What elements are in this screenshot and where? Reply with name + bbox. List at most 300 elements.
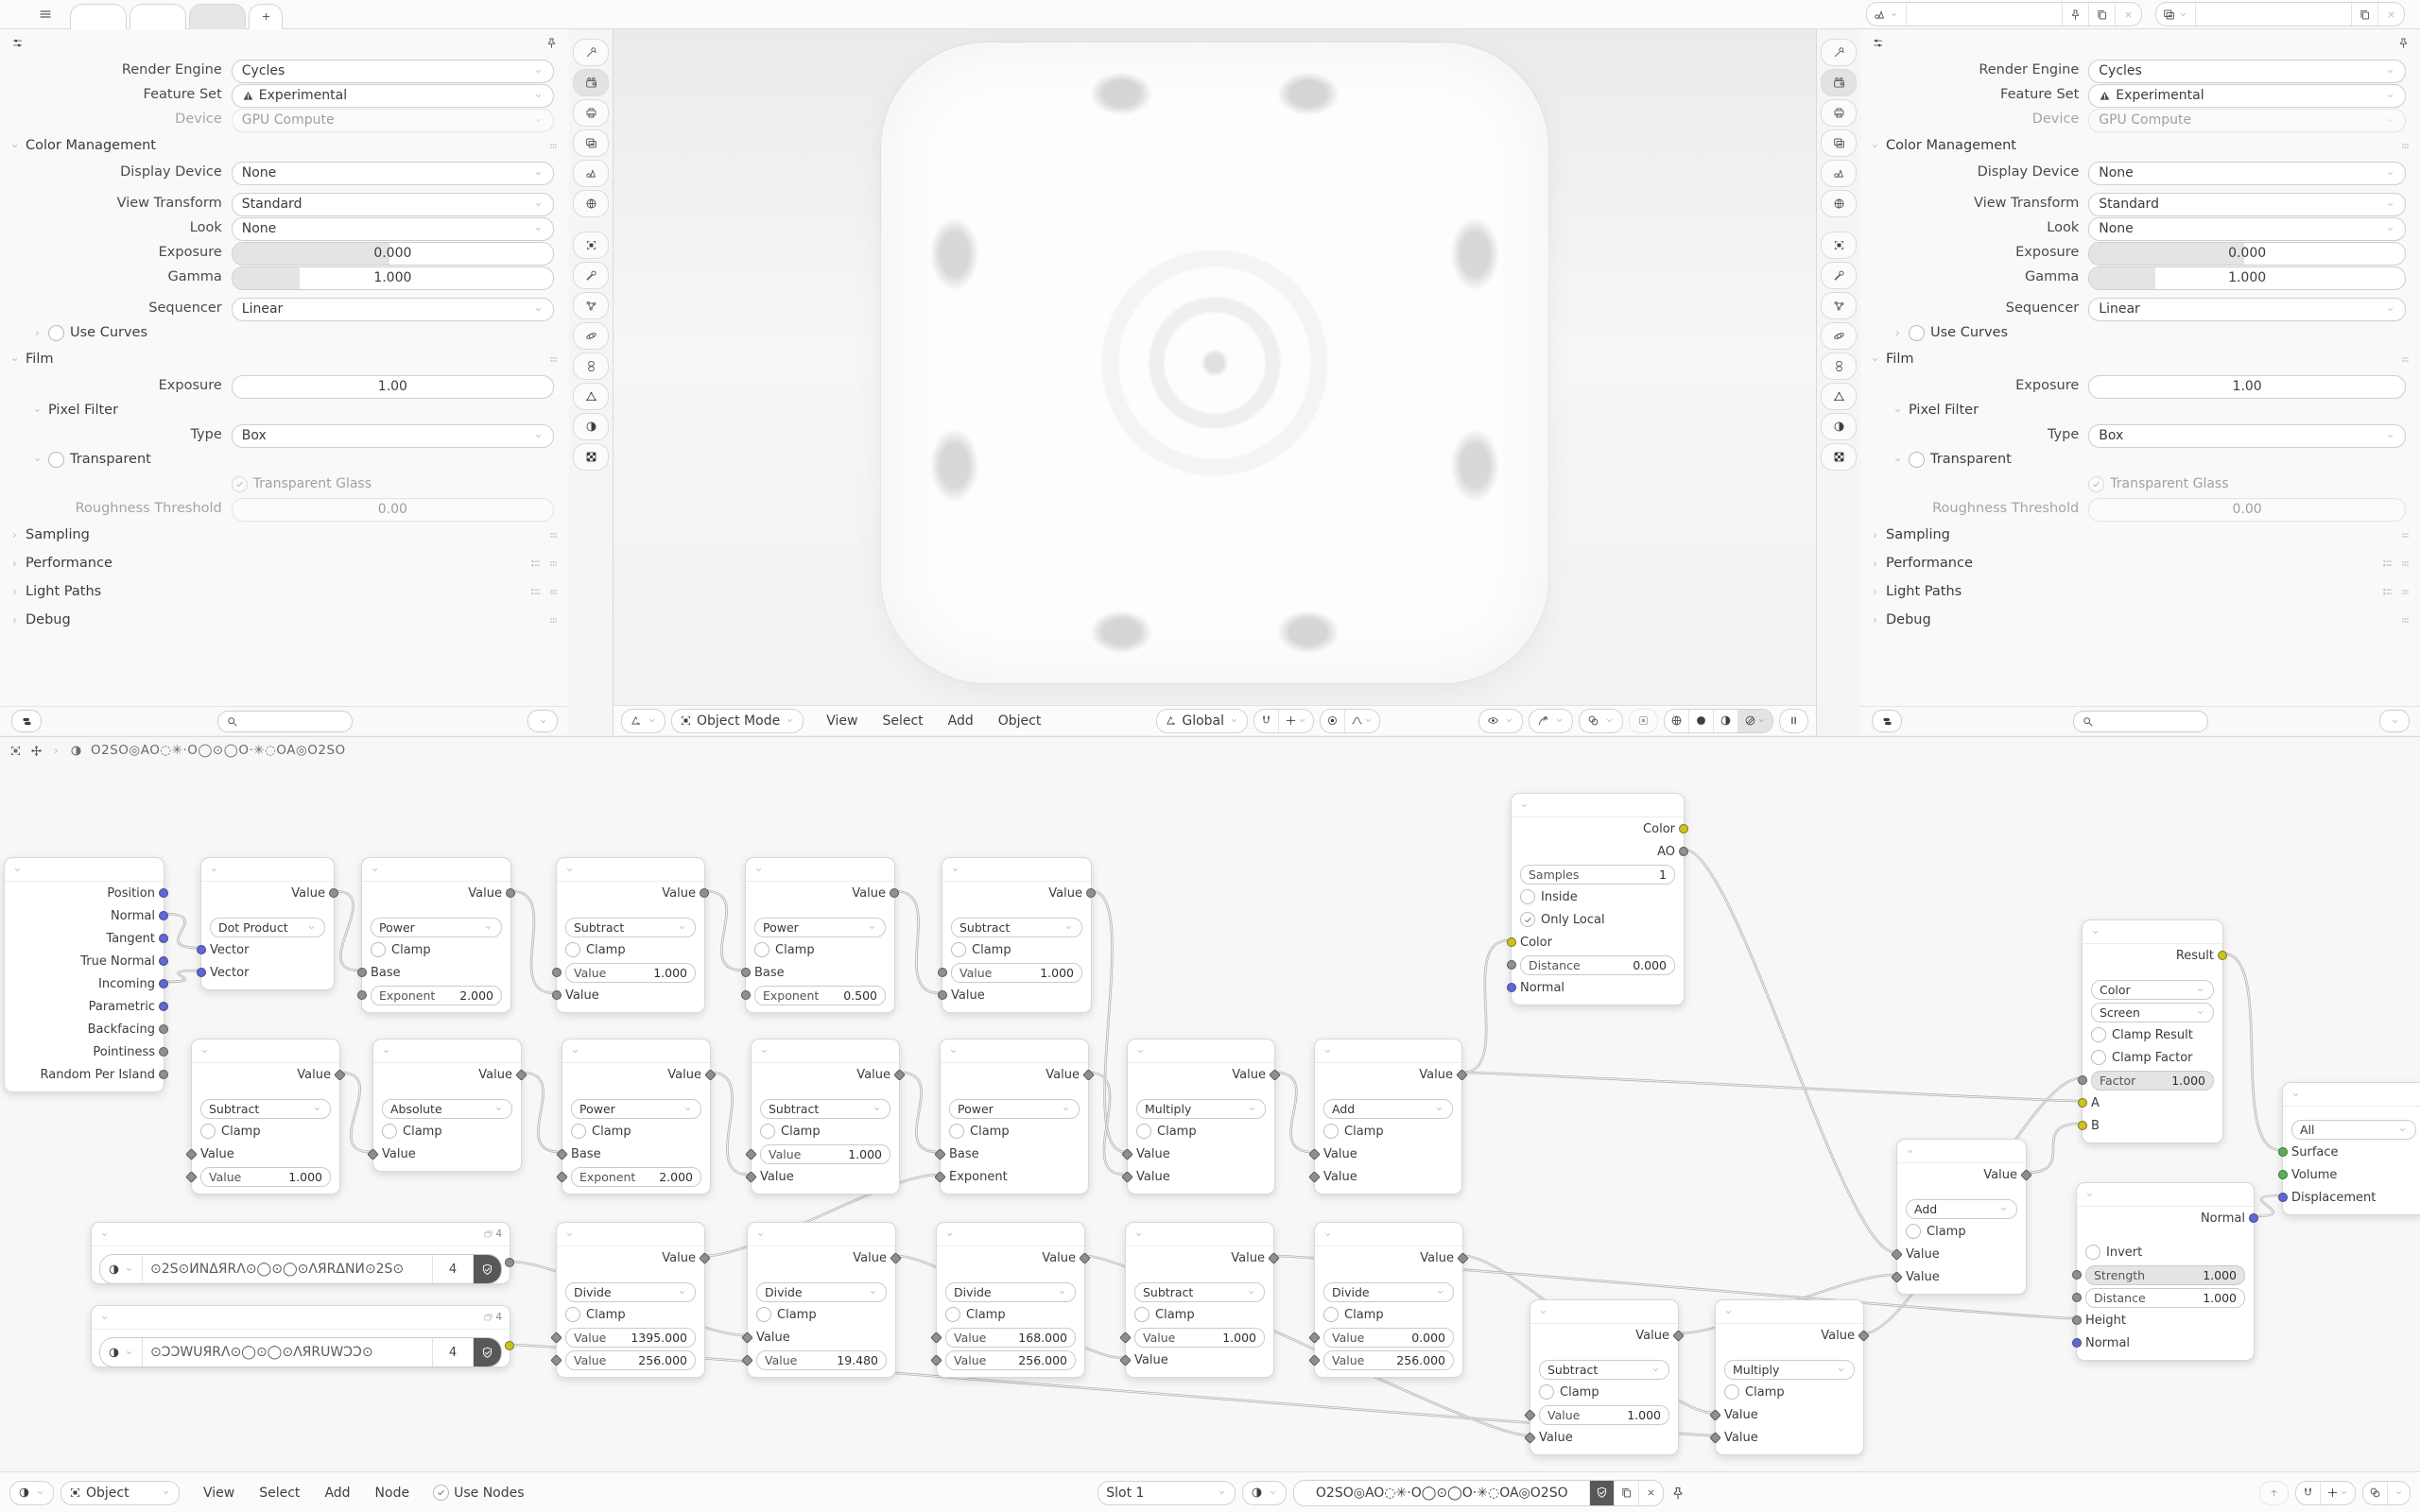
node-n3[interactable] — [361, 857, 511, 1013]
node-header[interactable] — [2077, 1183, 2254, 1207]
properties-tab-output[interactable] — [573, 99, 609, 127]
menu-select[interactable]: Select — [882, 713, 924, 729]
value-field[interactable] — [754, 986, 886, 1005]
value-field[interactable] — [200, 1167, 331, 1187]
node-operation-dropdown[interactable] — [756, 1282, 887, 1302]
node-t1[interactable] — [91, 1222, 510, 1284]
node-mo[interactable] — [2282, 1082, 2420, 1215]
value-slider[interactable] — [2088, 242, 2406, 266]
material-datablock[interactable] — [1293, 1480, 1664, 1506]
input-socket[interactable] — [2072, 1338, 2082, 1348]
node-header[interactable] — [1716, 1300, 1863, 1324]
node-checkbox[interactable] — [2085, 1245, 2100, 1260]
fake-user-shield-icon[interactable] — [1596, 1486, 1608, 1499]
node-checkbox[interactable] — [2091, 1050, 2106, 1065]
node-checkbox[interactable] — [1323, 1124, 1339, 1139]
node-m1[interactable] — [1715, 1299, 1864, 1455]
pin-icon[interactable] — [545, 37, 558, 49]
properties-tab-render[interactable] — [573, 69, 609, 96]
datablock-row[interactable] — [99, 1254, 502, 1284]
node-header[interactable] — [1530, 1300, 1678, 1324]
section-debug[interactable] — [0, 606, 569, 634]
pause-render-button[interactable] — [1779, 709, 1808, 733]
menu-view[interactable]: View — [203, 1485, 235, 1501]
checkbox[interactable] — [1909, 325, 1925, 341]
node-checkbox[interactable] — [2091, 1027, 2106, 1042]
properties-tab-physics[interactable] — [573, 322, 609, 350]
node-header[interactable] — [752, 1040, 899, 1063]
value-field[interactable] — [760, 1144, 890, 1164]
node-header[interactable] — [557, 1223, 704, 1246]
input-socket[interactable] — [552, 990, 562, 1000]
shader-type-dropdown[interactable] — [60, 1481, 180, 1505]
options-button[interactable] — [527, 710, 558, 732]
node-n5[interactable] — [745, 857, 895, 1013]
node-operation-dropdown[interactable] — [2291, 1120, 2416, 1140]
node-header[interactable] — [1128, 1040, 1274, 1063]
menu-add[interactable]: Add — [947, 713, 974, 729]
close-icon[interactable] — [1645, 1486, 1657, 1499]
node-operation-dropdown[interactable] — [1724, 1360, 1855, 1380]
node-header[interactable] — [942, 858, 1091, 882]
node-checkbox[interactable] — [756, 1307, 771, 1322]
node-header[interactable] — [201, 858, 334, 882]
node-socket[interactable] — [505, 1341, 514, 1350]
node-d3[interactable] — [936, 1222, 1085, 1378]
node-n10[interactable] — [751, 1039, 900, 1194]
input-socket[interactable] — [741, 990, 751, 1000]
value-slider[interactable] — [232, 242, 554, 266]
properties-tab-view-layer[interactable] — [1821, 129, 1857, 157]
overlays-dropdown[interactable] — [1579, 709, 1623, 733]
mode-dropdown[interactable] — [671, 709, 804, 733]
fake-user-toggle[interactable] — [474, 1255, 501, 1283]
node-n4[interactable] — [556, 857, 705, 1013]
node-checkbox[interactable] — [1134, 1307, 1150, 1322]
node-checkbox[interactable] — [1520, 889, 1535, 904]
output-socket[interactable] — [159, 934, 168, 943]
copy-icon[interactable] — [2359, 9, 2371, 21]
node-header[interactable] — [748, 1223, 895, 1246]
menu-node[interactable]: Node — [374, 1485, 410, 1501]
scene-name-field[interactable] — [1907, 3, 2063, 26]
output-socket[interactable] — [1086, 888, 1096, 898]
properties-tab-object-data[interactable] — [573, 383, 609, 410]
node-header[interactable] — [92, 1306, 510, 1330]
node-overlays-controls[interactable] — [2362, 1481, 2411, 1505]
menu-add[interactable]: Add — [324, 1485, 351, 1501]
node-d1[interactable] — [556, 1222, 705, 1378]
properties-tab-object[interactable] — [1821, 232, 1857, 259]
dropdown[interactable] — [232, 298, 554, 321]
section-color-management[interactable] — [1860, 131, 2420, 160]
proportional-editing-controls[interactable] — [1320, 709, 1380, 733]
shader-editor-type-button[interactable] — [9, 1481, 54, 1505]
node-operation-dropdown[interactable] — [200, 1099, 331, 1119]
node-n11[interactable] — [940, 1039, 1089, 1194]
output-socket[interactable] — [890, 888, 899, 898]
value-field[interactable] — [1520, 865, 1675, 885]
value-slider[interactable] — [2088, 498, 2406, 522]
section-light-paths[interactable] — [1860, 577, 2420, 606]
node-header[interactable] — [1126, 1223, 1273, 1246]
node-bp[interactable] — [2076, 1182, 2255, 1361]
properties-tab-scene[interactable] — [1821, 160, 1857, 187]
properties-tab-tool[interactable] — [573, 39, 609, 66]
transform-orientation-dropdown[interactable] — [1156, 709, 1248, 733]
node-operation-dropdown[interactable] — [760, 1099, 890, 1119]
node-operation-dropdown[interactable] — [565, 918, 696, 937]
node-checkbox[interactable] — [951, 942, 966, 957]
dropdown[interactable] — [2088, 84, 2406, 108]
node-checkbox[interactable] — [760, 1124, 775, 1139]
use-nodes-checkbox[interactable]: Use Nodes — [433, 1485, 524, 1501]
options-button[interactable] — [2379, 710, 2410, 732]
node-s1[interactable] — [1125, 1222, 1274, 1378]
node-t2[interactable] — [91, 1305, 510, 1367]
input-socket[interactable] — [1507, 960, 1516, 970]
section-debug[interactable] — [1860, 606, 2420, 634]
output-socket[interactable] — [159, 888, 168, 898]
datablock-name-field[interactable]: ⊙2S⊙ИNΔЯRΛ⊙◯⊙◯⊙ΛЯRΔNИ⊙2S⊙ — [143, 1255, 433, 1283]
value-field[interactable] — [945, 1328, 1076, 1348]
input-socket[interactable] — [552, 968, 562, 977]
dropdown[interactable] — [2088, 217, 2406, 241]
value-field[interactable] — [571, 1167, 701, 1187]
properties-tab-material[interactable] — [573, 413, 609, 440]
node-operation-dropdown[interactable] — [949, 1099, 1080, 1119]
properties-tab-world[interactable] — [1821, 190, 1857, 217]
input-socket[interactable] — [1507, 937, 1516, 947]
dropdown[interactable] — [2088, 60, 2406, 83]
datablock-row[interactable] — [99, 1337, 502, 1367]
checkbox[interactable] — [232, 476, 248, 492]
section-performance[interactable] — [1860, 549, 2420, 577]
node-header[interactable] — [92, 1223, 510, 1246]
dropdown[interactable] — [232, 109, 554, 132]
add-workspace-button[interactable] — [249, 4, 283, 29]
properties-tab-view-layer[interactable] — [573, 129, 609, 157]
shading-mode-switch[interactable] — [1664, 709, 1773, 733]
output-socket[interactable] — [159, 979, 168, 988]
value-slider[interactable] — [232, 266, 554, 290]
node-checkbox[interactable] — [1323, 1307, 1339, 1322]
value-field[interactable] — [945, 1350, 1076, 1370]
properties-tab-render[interactable] — [1821, 69, 1857, 96]
xray-toggle[interactable] — [1629, 709, 1658, 733]
input-socket[interactable] — [2072, 1315, 2082, 1325]
input-socket[interactable] — [2078, 1121, 2087, 1130]
node-header[interactable] — [5, 858, 164, 882]
menu-object[interactable]: Object — [997, 713, 1042, 729]
display-filter-button[interactable] — [1872, 710, 1902, 732]
properties-tab-texture[interactable] — [1821, 443, 1857, 471]
node-operation-dropdown[interactable] — [210, 918, 325, 937]
node-header[interactable] — [2083, 920, 2222, 944]
scene-selector[interactable] — [1866, 2, 2142, 26]
properties-tab-material[interactable] — [1821, 413, 1857, 440]
node-n7[interactable] — [191, 1039, 340, 1194]
value-field[interactable] — [1134, 1328, 1265, 1348]
dropdown[interactable] — [2088, 109, 2406, 132]
output-socket[interactable] — [159, 1070, 168, 1079]
material-browse-button[interactable] — [1242, 1481, 1287, 1505]
material-name-field[interactable]: O2SO◎AO◌✳·O◯⊙◯O·✳◌OA◎O2SO — [1294, 1481, 1590, 1505]
shading-rendered-icon[interactable] — [1744, 714, 1756, 727]
input-socket[interactable] — [741, 968, 751, 977]
properties-tab-texture[interactable] — [573, 443, 609, 471]
node-snapping-controls[interactable] — [2295, 1481, 2356, 1505]
section-sampling[interactable] — [0, 521, 569, 549]
dropdown[interactable] — [2088, 424, 2406, 448]
parent-node-tree-button[interactable] — [2259, 1481, 2289, 1505]
node-d4[interactable] — [1314, 1222, 1463, 1378]
section-film[interactable] — [0, 345, 569, 373]
value-field[interactable] — [565, 963, 696, 983]
output-socket[interactable] — [159, 1024, 168, 1034]
node-ao[interactable] — [1511, 793, 1685, 1005]
value-field[interactable] — [756, 1350, 887, 1370]
properties-tab-particles[interactable] — [573, 292, 609, 319]
node-checkbox[interactable] — [1906, 1224, 1921, 1239]
workspace-tab[interactable] — [189, 4, 246, 29]
value-slider[interactable] — [232, 375, 554, 399]
output-socket[interactable] — [700, 888, 709, 898]
value-field[interactable] — [565, 1350, 696, 1370]
checkbox[interactable] — [2088, 476, 2104, 492]
checkbox[interactable] — [48, 452, 64, 468]
view-layer-selector[interactable] — [2155, 2, 2405, 26]
search-input[interactable] — [217, 711, 353, 732]
value-field[interactable] — [2085, 1265, 2245, 1285]
properties-tab-tool[interactable] — [1821, 39, 1857, 66]
dropdown[interactable] — [232, 193, 554, 216]
section-pixel-filter[interactable] — [0, 398, 569, 422]
properties-tab-constraints[interactable] — [573, 352, 609, 380]
node-n8[interactable] — [372, 1039, 522, 1172]
value-field[interactable] — [565, 1328, 696, 1348]
pin-icon[interactable] — [1670, 1486, 1685, 1501]
node-operation-dropdown[interactable] — [2091, 980, 2214, 1000]
dropdown[interactable] — [232, 424, 554, 448]
checkbox[interactable] — [1909, 452, 1925, 468]
node-n2[interactable] — [200, 857, 335, 990]
properties-tab-world[interactable] — [573, 190, 609, 217]
shading-material-icon[interactable] — [1720, 714, 1732, 727]
node-checkbox[interactable] — [949, 1124, 964, 1139]
material-icon-dropdown[interactable] — [100, 1338, 143, 1366]
input-socket[interactable] — [2078, 1098, 2087, 1108]
input-socket[interactable] — [1507, 983, 1516, 992]
node-checkbox[interactable] — [754, 942, 769, 957]
node-header[interactable] — [746, 858, 894, 882]
node-operation-dropdown[interactable] — [2091, 1003, 2214, 1022]
pin-icon[interactable] — [2397, 37, 2410, 49]
visibility-dropdown[interactable] — [1478, 709, 1523, 733]
node-header[interactable] — [373, 1040, 521, 1063]
value-field[interactable] — [1520, 955, 1675, 975]
input-socket[interactable] — [357, 990, 367, 1000]
node-checkbox[interactable] — [1520, 912, 1535, 927]
checkbox[interactable] — [48, 325, 64, 341]
input-socket[interactable] — [2078, 1075, 2087, 1085]
workspace-tab[interactable] — [130, 4, 186, 29]
value-field[interactable] — [2091, 1071, 2214, 1091]
section-transparent[interactable] — [0, 447, 569, 472]
node-checkbox[interactable] — [565, 1307, 580, 1322]
value-slider[interactable] — [2088, 266, 2406, 290]
workspace-tab[interactable] — [70, 4, 127, 29]
value-field[interactable] — [951, 963, 1082, 983]
node-header[interactable] — [937, 1223, 1084, 1246]
input-socket[interactable] — [938, 968, 947, 977]
node-checkbox[interactable] — [371, 942, 386, 957]
node-header[interactable] — [1315, 1040, 1461, 1063]
datablock-name-field[interactable]: ⊙ƆƆWUЯRΛ⊙◯⊙◯⊙ΛЯRUWƆƆ⊙ — [143, 1338, 433, 1366]
properties-tab-object[interactable] — [573, 232, 609, 259]
input-socket[interactable] — [2072, 1293, 2082, 1302]
value-field[interactable] — [1539, 1405, 1669, 1425]
node-header[interactable] — [1315, 1223, 1462, 1246]
output-socket[interactable] — [159, 956, 168, 966]
node-operation-dropdown[interactable] — [1323, 1282, 1454, 1302]
dropdown[interactable] — [232, 162, 554, 185]
snapping-controls[interactable] — [1253, 709, 1314, 733]
properties-tab-particles[interactable] — [1821, 292, 1857, 319]
menu-select[interactable]: Select — [259, 1485, 301, 1501]
node-checkbox[interactable] — [200, 1124, 216, 1139]
node-operation-dropdown[interactable] — [371, 918, 502, 937]
section-sampling[interactable] — [1860, 521, 2420, 549]
output-socket[interactable] — [506, 888, 515, 898]
node-operation-dropdown[interactable] — [1323, 1099, 1453, 1119]
input-socket[interactable] — [197, 968, 206, 977]
search-input[interactable] — [2073, 711, 2208, 732]
node-checkbox[interactable] — [382, 1124, 397, 1139]
gizmos-dropdown[interactable] — [1529, 709, 1573, 733]
node-mx[interactable] — [2082, 919, 2223, 1143]
output-socket[interactable] — [2218, 951, 2227, 960]
properties-tab-scene[interactable] — [573, 160, 609, 187]
value-field[interactable] — [1323, 1350, 1454, 1370]
node-n12[interactable] — [1127, 1039, 1275, 1194]
node-checkbox[interactable] — [1724, 1384, 1739, 1400]
value-field[interactable] — [1323, 1328, 1454, 1348]
node-operation-dropdown[interactable] — [951, 918, 1082, 937]
value-slider[interactable] — [232, 498, 554, 522]
output-socket[interactable] — [159, 911, 168, 920]
node-checkbox[interactable] — [945, 1307, 960, 1322]
output-socket[interactable] — [1679, 824, 1688, 833]
output-socket[interactable] — [159, 1002, 168, 1011]
app-menu-icon[interactable] — [38, 7, 53, 22]
output-socket[interactable] — [329, 888, 338, 898]
dropdown[interactable] — [232, 84, 554, 108]
node-header[interactable] — [1512, 794, 1684, 817]
node-header[interactable] — [1897, 1140, 2026, 1163]
node-n6[interactable] — [942, 857, 1092, 1013]
section-light-paths[interactable] — [0, 577, 569, 606]
output-socket[interactable] — [159, 1047, 168, 1057]
material-slot-dropdown[interactable]: Slot 1 — [1098, 1481, 1236, 1505]
dropdown[interactable] — [232, 217, 554, 241]
section-use-curves[interactable] — [0, 320, 569, 345]
fake-user-toggle[interactable] — [474, 1338, 501, 1366]
input-socket[interactable] — [938, 990, 947, 1000]
section-pixel-filter[interactable] — [1860, 398, 2420, 422]
input-socket[interactable] — [357, 968, 367, 977]
material-icon-dropdown[interactable] — [100, 1255, 143, 1283]
dropdown[interactable] — [232, 60, 554, 83]
node-header[interactable] — [362, 858, 510, 882]
node-geo[interactable] — [4, 857, 164, 1092]
node-operation-dropdown[interactable] — [754, 918, 886, 937]
section-color-management[interactable] — [0, 131, 569, 160]
input-socket[interactable] — [197, 945, 206, 954]
menu-view[interactable]: View — [826, 713, 858, 729]
node-socket[interactable] — [505, 1258, 514, 1267]
dropdown[interactable] — [2088, 298, 2406, 321]
input-socket[interactable] — [2072, 1270, 2082, 1280]
shading-solid-icon[interactable] — [1695, 714, 1707, 727]
properties-tab-constraints[interactable] — [1821, 352, 1857, 380]
viewport-editor-type-button[interactable] — [621, 709, 666, 733]
node-s2[interactable] — [1530, 1299, 1679, 1455]
section-performance[interactable] — [0, 549, 569, 577]
section-use-curves[interactable] — [1860, 320, 2420, 345]
node-operation-dropdown[interactable] — [1134, 1282, 1265, 1302]
node-operation-dropdown[interactable] — [1136, 1099, 1266, 1119]
node-operation-dropdown[interactable] — [565, 1282, 696, 1302]
viewport-3d[interactable] — [614, 29, 1816, 735]
node-checkbox[interactable] — [1539, 1384, 1554, 1400]
view-layer-name-field[interactable] — [2196, 3, 2352, 26]
display-filter-button[interactable] — [11, 710, 42, 732]
node-checkbox[interactable] — [565, 942, 580, 957]
output-socket[interactable] — [2249, 1213, 2258, 1223]
node-operation-dropdown[interactable] — [571, 1099, 701, 1119]
node-n13[interactable] — [1314, 1039, 1462, 1194]
output-socket[interactable] — [1679, 847, 1688, 856]
properties-tab-physics[interactable] — [1821, 322, 1857, 350]
node-n9[interactable] — [562, 1039, 711, 1194]
node-operation-dropdown[interactable] — [945, 1282, 1076, 1302]
node-d2[interactable] — [747, 1222, 896, 1378]
node-a2[interactable] — [1896, 1139, 2027, 1295]
node-checkbox[interactable] — [571, 1124, 586, 1139]
node-header[interactable] — [941, 1040, 1088, 1063]
node-canvas[interactable] — [0, 737, 2420, 1471]
properties-tab-modifiers[interactable] — [1821, 262, 1857, 289]
node-operation-dropdown[interactable] — [1539, 1360, 1669, 1380]
value-field[interactable] — [371, 986, 502, 1005]
input-socket[interactable] — [2278, 1193, 2288, 1202]
section-transparent[interactable] — [1860, 447, 2420, 472]
section-film[interactable] — [1860, 345, 2420, 373]
properties-tab-output[interactable] — [1821, 99, 1857, 127]
node-header[interactable] — [562, 1040, 710, 1063]
input-socket[interactable] — [2278, 1147, 2288, 1157]
input-socket[interactable] — [2278, 1170, 2288, 1179]
node-header[interactable] — [192, 1040, 339, 1063]
copy-icon[interactable] — [1620, 1486, 1633, 1499]
shading-wireframe-icon[interactable] — [1670, 714, 1683, 727]
dropdown[interactable] — [2088, 162, 2406, 185]
node-operation-dropdown[interactable] — [382, 1099, 512, 1119]
properties-tab-object-data[interactable] — [1821, 383, 1857, 410]
value-field[interactable] — [2085, 1288, 2245, 1308]
value-slider[interactable] — [2088, 375, 2406, 399]
